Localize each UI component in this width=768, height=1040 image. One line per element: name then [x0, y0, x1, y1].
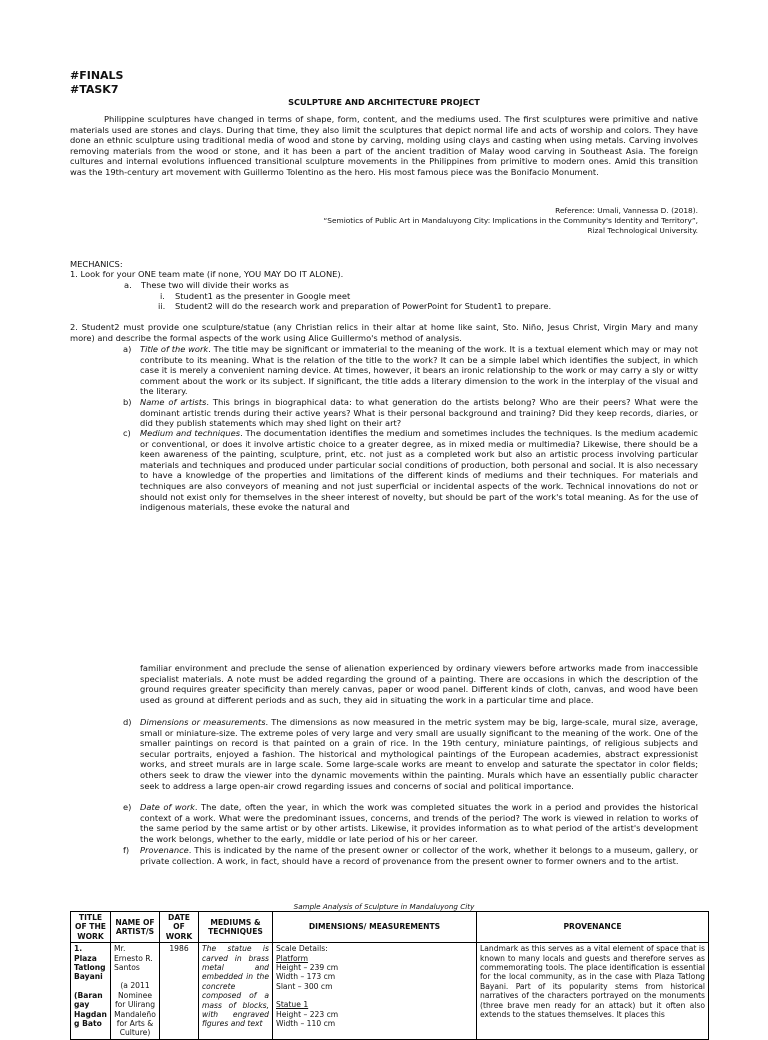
cell-artist-note: (a 2011 Nominee for Ulirang Mandaleño for Arts & Culture): [114, 981, 156, 1038]
sculpture-analysis-table: [70, 911, 709, 1040]
cell-title-main: 1. Plaza Tatlong Bayani: [74, 944, 106, 982]
document-title: SCULPTURE AND ARCHITECTURE PROJECT: [288, 97, 480, 107]
item-a-text: . The title may be significant or immaterial to the meaning of the work. It is a textual element which may or may not contribute to its meaning. What is the relation of the title to the work? It can be a simple label which identifies the subject, in which case it is merely a convenient naming device. At times, however, it bears an ironic relationship to the work or may carry a sly or witty comment about the work or its subject. If significant, the title adds a literary dimension to the work in the interplay of the visual and the literary.: [140, 344, 699, 397]
mechanics-heading: MECHANICS:: [70, 259, 123, 269]
cell-provenance: Landmark as this serves as a vital element of space that is known to many locals and guests and therefore serves as commemorating tools. The place identification is essential for the local community, as in the case with Plaza Tatlong Bayani. Part of its popularity stems from historical narratives of the characters portrayed on the monuments (three brave men ready for an attack) but it often also extends to the statues themselves. It places this: [477, 943, 709, 1040]
step-1a-marker: a.: [124, 280, 132, 290]
cell-date: 1986: [160, 943, 199, 1040]
item-e-marker: e): [123, 802, 132, 812]
item-b-term: Name of artists: [140, 397, 207, 407]
step-1a-i-text: Student1 as the presenter in Google meet: [175, 291, 351, 301]
item-d-text: . The dimensions as now measured in the metric system may be big, large-scale, mural size, average, small or miniature-size. The extreme poles of very large and very small are usually significant to the meaning of the work. One of the smaller paintings on record is that painted on a grain of rice. In the 19th century, miniature paintings, of religious subjects and secular portraits, enjoyed a fashion. The historical and mythological paintings of the European academies, abstract expressionist works, and street murals are in large scale. Some large-scale works are meant to envelop and saturate the spectator in color fields; others seek to draw the viewer into the dynamic movements within the painting. Murals which have an essentially public character seek to address a large open-air crowd regarding issues and concerns of social and political importance.: [140, 717, 698, 791]
dim-statue-width: Width – 110 cm: [276, 1019, 336, 1029]
mechanics-step-2: 2. Student2 must provide one sculpture/statue (any Christian relics in their altar at home like saint, Sto. Niño, Jesus Christ, Virgin Mary and many more) and describe the formal aspects of the work using Alice Guillermo's method of analysis.: [70, 322, 698, 343]
reference-line-1: Reference: Umali, Vannessa D. (2018).: [555, 206, 698, 215]
table-header-row: [71, 912, 709, 943]
table-row: [71, 943, 709, 1040]
item-c-continuation: familiar environment and preclude the sense of alienation experienced by ordinary viewers before artworks made from inaccessible specialist materials. A note must be added regarding the ground of a painting. There are occasions in which the description of the ground requires greater specificity than merely canvas, paper or wood panel. Different kinds of cloth, canvas, and wood have been used as ground at different periods and as such, they aid in situating the work in a particular time and place.: [140, 663, 698, 705]
dim-platform: Platform: [276, 953, 309, 963]
cell-dimensions: [273, 943, 477, 1040]
header-provenance: PROVENANCE: [477, 912, 709, 943]
dim-scale-details: Scale Details:: [276, 944, 328, 954]
item-f-marker: f): [123, 845, 130, 855]
item-e-text: . The date, often the year, in which the work was completed situates the work in a period and provides the historical context of a work. What were the predominant issues, concerns, and trends of the period? The work is viewed in relation to works of the same period by the same artist or by other artists. Likewise, it provides information as to what period of the artist's development the work belongs, whether to the early, middle or late period of his or her career.: [140, 802, 699, 844]
cell-artist-name: Mr. Ernesto R. Santos: [114, 944, 153, 973]
intro-paragraph: Philippine sculptures have changed in terms of shape, form, content, and the mediums used. The first sculptures were primitive and native materials used are stones and clays. During that time, they also limit the sculptures that depict normal life and acts of worship and colors. They have done an ethnic sculpture using traditional media of wood and stone by carving, molding using clays and casting when using metals. Carving involves removing materials from the wood or stone, and it has been a part of the ancient tradition of Malay wood carving in Southeast Asia. The foreign cultures and internal evolutions influenced transitional sculpture movements in the Philippines from primitive to modern ones. Amid this transition was the 19th-century art movement with Guillermo Tolentino as the hero. His most famous piece was the Bonifacio Monument.: [70, 114, 698, 177]
heading-finals: #FINALS: [70, 69, 124, 82]
item-a-marker: a): [123, 344, 132, 354]
item-f-term: Provenance: [140, 845, 189, 855]
step-1a-ii-text: Student2 will do the research work and preparation of PowerPoint for Student1 to prepare.: [175, 301, 552, 311]
reference-line-3: Rizal Technological University.: [587, 226, 698, 235]
dim-platform-width: Width – 173 cm: [276, 972, 336, 982]
header-mediums: MEDIUMS & TECHNIQUES: [199, 912, 273, 943]
cell-artist: [111, 943, 160, 1040]
dim-statue: Statue 1: [276, 1000, 309, 1010]
item-c-text: . The documentation identifies the medium and sometimes includes the techniques. Is the medium academic or conventional, or does it involve artistic choice to a greater degree, as in mixed media or multimedia? Likewise, there should be a keen awareness of the painting, sculpture, print, etc. not just as a completed work but also an artistic process involving particular materials and techniques and produced under particular social conditions of production, both personal and social. It is also necessary to have a knowledge of the properties and limitations of the different kinds of mediums and their techniques. For materials and techniques are also conveyors of meaning and not just superficial or incidental aspects of the work. Technical innovations do not or should not exist only for themselves in the sheer interest of novelty, but should be part of the work's total meaning. As for the use of indigenous materials, these evoke the natural and: [140, 428, 698, 513]
item-c-marker: c): [123, 428, 131, 438]
item-b-name-of-artists: [140, 397, 698, 429]
step-1a-i-marker: i.: [160, 291, 165, 301]
header-date: DATE OF WORK: [160, 912, 199, 943]
step-1a-ii-marker: ii.: [158, 301, 166, 311]
mechanics-step-1: 1. Look for your ONE team mate (if none, YOU MAY DO IT ALONE).: [70, 269, 344, 279]
item-b-text: . This brings in biographical data: to what generation do the artists belong? Who are their peers? What were the dominant artistic trends during their active years? What is their personal background and training? Did they keep records, diaries, or did they publish statements which may shed light on their art?: [140, 397, 698, 429]
cell-title-sub: (Baran gay Hagdan g Bato: [74, 990, 107, 1029]
item-a-title-of-work: [140, 344, 698, 397]
item-e-date-of-work: [140, 802, 698, 844]
table-caption: Sample Analysis of Sculpture in Mandaluyong City: [293, 902, 475, 911]
item-c-medium-techniques: [140, 428, 698, 513]
cell-medium: The statue is carved in brass metal and embedded in the concrete composed of a mass of blocks, with engraved figures and text: [199, 943, 273, 1040]
item-f-provenance: [140, 845, 698, 866]
header-dimensions: DIMENSIONS/ MEASUREMENTS: [273, 912, 477, 943]
item-e-term: Date of work: [140, 802, 195, 812]
reference-block: [323, 206, 698, 236]
header-title: TITLE OF THE WORK: [71, 912, 111, 943]
dim-statue-height: Height – 223 cm: [276, 1009, 339, 1019]
item-c-term: Medium and techniques: [140, 428, 241, 438]
item-f-text: . This is indicated by the name of the present owner or collector of the work, whether it belongs to a museum, gallery, or private collection. A work, in fact, should have a record of provenance from the present owner to former owners and to the artist.: [140, 845, 698, 866]
dim-platform-slant: Slant – 300 cm: [276, 981, 333, 991]
step-1a-text: These two will divide their works as: [141, 280, 289, 290]
cell-title: [71, 943, 111, 1040]
header-artist: NAME OF ARTIST/S: [111, 912, 160, 943]
heading-task: #TASK7: [70, 83, 119, 96]
item-b-marker: b): [123, 397, 132, 407]
item-a-term: Title of the work: [140, 344, 209, 354]
item-d-marker: d): [123, 717, 132, 727]
dim-platform-height: Height – 239 cm: [276, 963, 339, 973]
item-d-term: Dimensions or measurements: [140, 717, 266, 727]
reference-line-2: “Semiotics of Public Art in Mandaluyong City: Implications in the Community's Identity and Territory”,: [323, 216, 698, 225]
item-d-dimensions: [140, 717, 698, 791]
